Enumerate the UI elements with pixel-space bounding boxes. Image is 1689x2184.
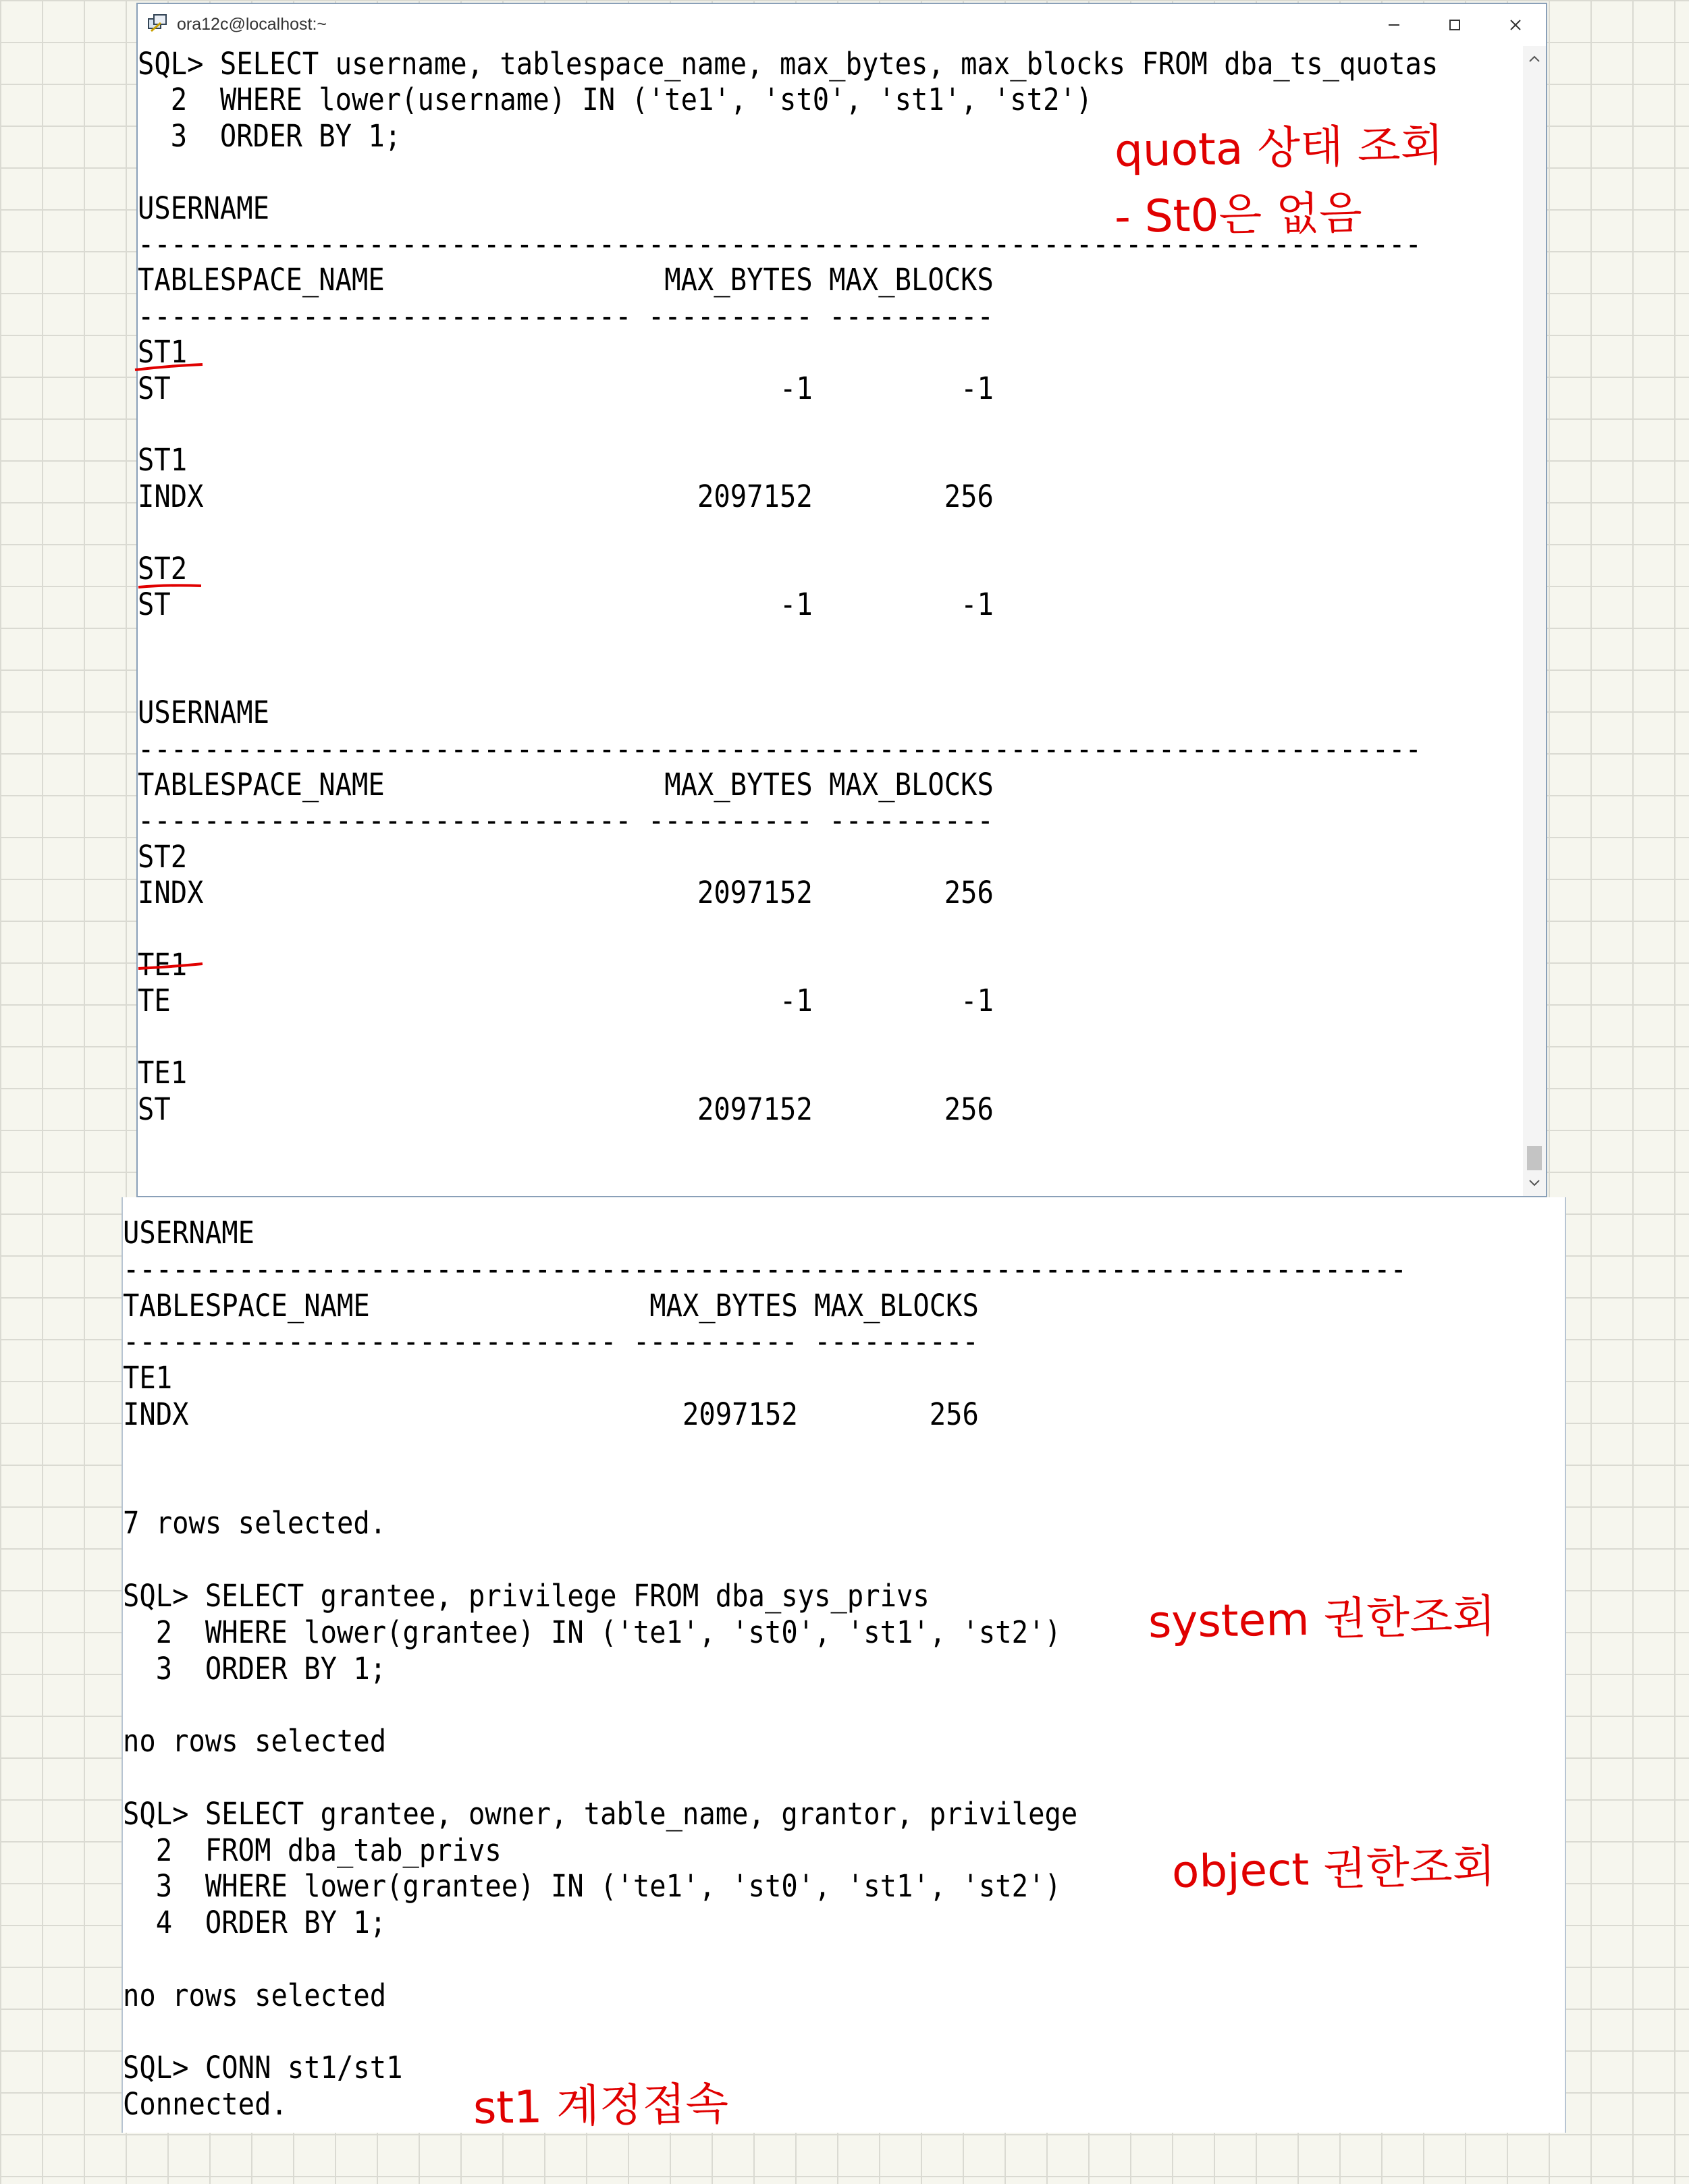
underline-te1 [138, 964, 203, 968]
terminal-line: ST 2097152 256 [138, 1091, 994, 1127]
terminal-line: ST -1 -1 [138, 370, 994, 406]
terminal-line: ------------------------------------------------------------------------------ [123, 1251, 1407, 1287]
annotation-object: object 권한조회 [1171, 1840, 1496, 1898]
terminal-line: USERNAME [138, 694, 270, 731]
window-title: ora12c@localhost:~ [177, 15, 327, 34]
terminal-line: ------------------------------ ---------- ---------- [138, 802, 994, 839]
terminal-line: USERNAME [123, 1215, 255, 1251]
terminal-line: ST -1 -1 [138, 586, 994, 622]
terminal-line: 2 FROM dba_tab_privs [123, 1832, 502, 1868]
terminal-line: 2 WHERE lower(username) IN ('te1', 'st0', 'st1', 'st2') [138, 82, 1093, 118]
terminal-line: SQL> SELECT grantee, privilege FROM dba_sys_privs [123, 1578, 930, 1614]
terminal-line: 3 ORDER BY 1; [138, 117, 402, 154]
annotation-st1: st1 계정접속 [473, 2077, 729, 2134]
terminal-line: USERNAME [138, 190, 270, 226]
terminal-line: ST1 [138, 334, 188, 371]
terminal-line: INDX 2097152 256 [138, 875, 994, 911]
terminal-line: TE1 [138, 947, 188, 983]
terminal-line: ------------------------------------------------------------------------------ [138, 226, 1422, 262]
terminal-line: 3 ORDER BY 1; [123, 1650, 387, 1687]
terminal-line: INDX 2097152 256 [138, 478, 994, 514]
underline-st1 [135, 364, 203, 370]
terminal-line: ------------------------------ ---------- ---------- [138, 298, 994, 334]
terminal-line: ST2 [138, 550, 188, 586]
terminal-line: SQL> SELECT grantee, owner, table_name, grantor, privilege [123, 1795, 1078, 1832]
terminal-line: ------------------------------------------------------------------------------ [138, 730, 1422, 767]
terminal-line: TABLESPACE_NAME MAX_BYTES MAX_BLOCKS [123, 1287, 979, 1323]
terminal-line: ST1 [138, 442, 188, 479]
terminal-line: SQL> CONN st1/st1 [123, 2050, 403, 2086]
terminal-line: no rows selected [123, 1723, 387, 1759]
annotation-st0: - St0은 없음 [1114, 186, 1363, 243]
terminal-line: 7 rows selected. [123, 1505, 387, 1541]
terminal-line: 3 WHERE lower(grantee) IN ('te1', 'st0', 'st1', 'st2') [123, 1868, 1061, 1905]
annotation-system: system 권한조회 [1148, 1590, 1497, 1648]
terminal-line: TE1 [138, 1055, 188, 1091]
terminal-line: no rows selected [123, 1977, 387, 2013]
terminal-line: TE1 [123, 1360, 173, 1396]
annotation-quota: quota 상태 조회 [1114, 119, 1444, 177]
underline-st2 [138, 585, 201, 587]
terminal-line: SQL> SELECT username, tablespace_name, max_bytes, max_blocks FROM dba_ts_quotas [138, 46, 1439, 82]
terminal-line: TABLESPACE_NAME MAX_BYTES MAX_BLOCKS [138, 262, 994, 298]
terminal-line: TABLESPACE_NAME MAX_BYTES MAX_BLOCKS [138, 767, 994, 802]
terminal-line: ------------------------------ ---------- ---------- [123, 1323, 979, 1360]
terminal-line: Connected. [123, 2086, 288, 2123]
terminal-line: ST2 [138, 838, 188, 875]
terminal-line: TE -1 -1 [138, 983, 994, 1019]
terminal-line: 2 WHERE lower(grantee) IN ('te1', 'st0', 'st1', 'st2') [123, 1614, 1061, 1650]
terminal-line: INDX 2097152 256 [123, 1396, 979, 1432]
terminal-line: 4 ORDER BY 1; [123, 1905, 387, 1941]
